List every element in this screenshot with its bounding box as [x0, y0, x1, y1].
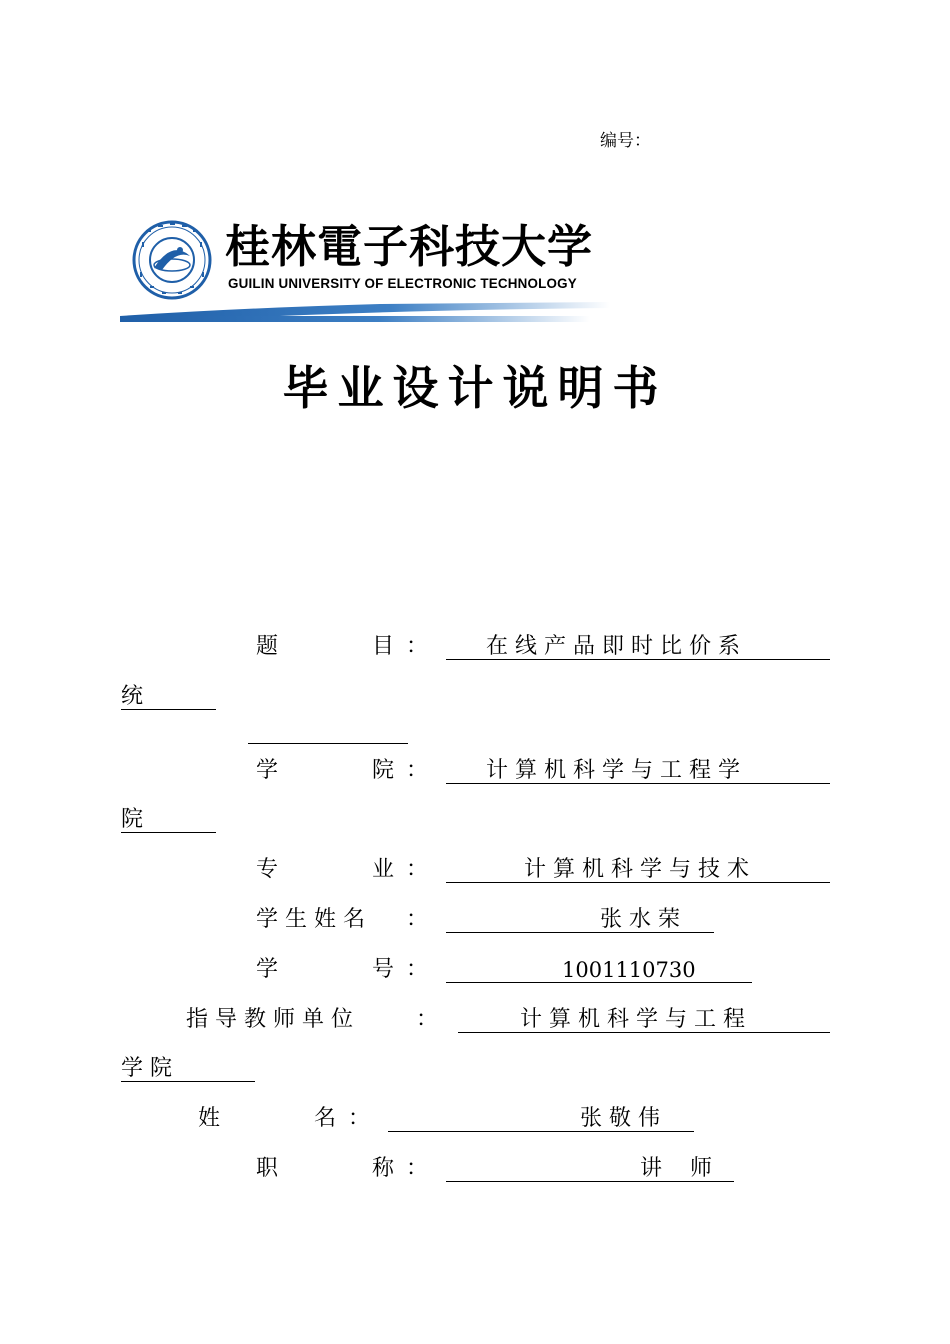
topic-value-line-1: 在 线 产 品 即 时 比 价 系 — [486, 634, 740, 659]
document-title: 毕业设计说明书 — [282, 361, 668, 415]
major-label-char-2: 业 — [372, 857, 395, 882]
university-name-chinese: 桂林電子科技大学 — [225, 220, 594, 273]
topic-value-line-2: 统 — [121, 684, 144, 709]
college-colon: ： — [406, 758, 429, 783]
logo-swoosh-bar — [120, 302, 610, 322]
advisor-unit-label: 指 导 教 师 单 位 — [186, 1007, 353, 1032]
university-logo — [120, 214, 610, 322]
advisor-name-colon: ： — [348, 1106, 371, 1131]
college-value-line-2: 院 — [121, 807, 144, 832]
student-name-value: 张 水 荣 — [600, 907, 680, 932]
advisor-title-label-char-1: 职 — [256, 1156, 279, 1181]
topic-label-char-2: 目 — [372, 634, 395, 659]
student-name-colon: ： — [406, 907, 429, 932]
university-seal-icon — [132, 220, 212, 300]
student-id-label-char-2: 号 — [372, 957, 395, 982]
advisor-name-label-char-1: 姓 — [198, 1106, 221, 1131]
blank-underline — [248, 717, 408, 744]
college-value-line-1: 计 算 机 科 学 与 工 程 学 — [486, 758, 740, 783]
advisor-unit-colon: ： — [416, 1007, 439, 1032]
college-label-char-2: 院 — [372, 758, 395, 783]
advisor-title-value: 讲 师 — [640, 1156, 712, 1181]
college-label-char-1: 学 — [256, 758, 279, 783]
advisor-title-colon: ： — [406, 1156, 429, 1181]
advisor-name-value: 张 敬 伟 — [580, 1106, 660, 1131]
advisor-title-label-char-2: 称 — [372, 1156, 395, 1181]
advisor-unit-line-2-underline — [121, 1055, 255, 1082]
student-id-colon: ： — [406, 957, 429, 982]
major-label-char-1: 专 — [256, 857, 279, 882]
university-name-english: GUILIN UNIVERSITY OF ELECTRONIC TECHNOLOGY — [228, 276, 577, 291]
student-id-value: 1001110730 — [562, 958, 696, 982]
topic-line-2-underline — [121, 683, 216, 710]
advisor-name-label-char-2: 名 — [314, 1106, 337, 1131]
college-line-2-underline — [121, 806, 216, 833]
student-name-label: 学 生 姓 名 — [256, 907, 365, 932]
topic-label-char-1: 题 — [256, 634, 279, 659]
advisor-unit-value-line-2: 学 院 — [121, 1056, 172, 1081]
student-id-label-char-1: 学 — [256, 957, 279, 982]
topic-colon: ： — [406, 634, 429, 659]
serial-number-label: 编号： — [600, 131, 651, 151]
advisor-unit-value-line-1: 计 算 机 科 学 与 工 程 — [520, 1007, 745, 1032]
major-colon: ： — [406, 857, 429, 882]
major-value: 计 算 机 科 学 与 技 术 — [524, 857, 749, 882]
